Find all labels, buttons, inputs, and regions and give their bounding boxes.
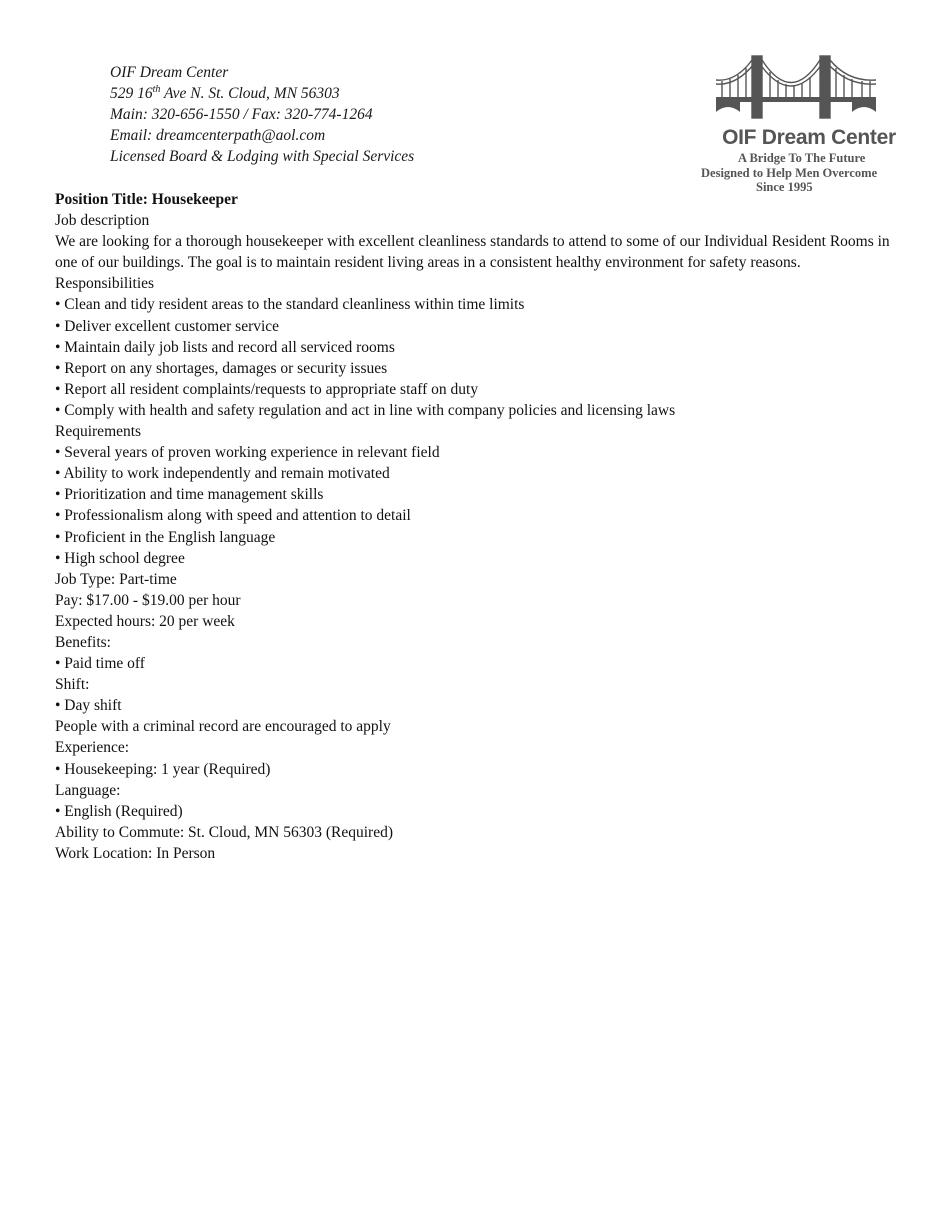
- org-contact-block: [110, 62, 414, 167]
- responsibility-item: • Comply with health and safety regulation and act in line with company policies and licensing laws: [55, 401, 676, 419]
- requirement-item: • Ability to work independently and remain motivated: [55, 465, 390, 483]
- criminal-record-note: People with a criminal record are encouraged to apply: [55, 718, 391, 736]
- requirement-item: • Proficient in the English language: [55, 528, 276, 546]
- requirement-item: • Several years of proven working experience in relevant field: [55, 444, 440, 462]
- job-posting: [55, 189, 915, 864]
- commute: Ability to Commute: St. Cloud, MN 56303 (Required): [55, 823, 393, 841]
- org-license: Licensed Board & Lodging with Special Services: [110, 148, 415, 165]
- shift-heading: Shift:: [55, 676, 90, 694]
- job-type: Job Type: Part-time: [55, 570, 177, 588]
- responsibility-item: • Clean and tidy resident areas to the standard cleanliness within time limits: [55, 296, 525, 314]
- experience-item: • Housekeeping: 1 year (Required): [55, 760, 271, 778]
- logo-tagline: A Bridge To The Future: [738, 151, 866, 165]
- benefits-item: • Paid time off: [55, 655, 145, 673]
- language-item: • English (Required): [55, 802, 183, 820]
- responsibility-item: • Report all resident complaints/requests to appropriate staff on duty: [55, 380, 479, 398]
- requirements-heading: Requirements: [55, 423, 142, 441]
- org-logo: [698, 50, 918, 200]
- org-name: OIF Dream Center: [110, 64, 229, 81]
- org-address: 529 16th Ave N. St. Cloud, MN 56303: [110, 84, 340, 102]
- requirement-item: • Prioritization and time management skills: [55, 486, 324, 504]
- logo-since: Since 1995: [756, 180, 813, 194]
- responsibilities-heading: Responsibilities: [55, 275, 155, 293]
- responsibility-item: • Report on any shortages, damages or security issues: [55, 359, 388, 377]
- org-phone: Main: 320-656-1550 / Fax: 320-774-1264: [110, 106, 373, 123]
- logo-mission: Designed to Help Men Overcome: [701, 166, 878, 180]
- expected-hours: Expected hours: 20 per week: [55, 612, 235, 630]
- work-location: Work Location: In Person: [55, 844, 216, 862]
- job-description-text: We are looking for a thorough housekeeper with excellent cleanliness standards to attend to some of our Individual Resident Rooms in one of our buildings. The goal is to maintain resident living areas in a consistent healthy environment for safety reasons.: [55, 233, 890, 272]
- requirement-item: • High school degree: [55, 549, 185, 567]
- shift-item: • Day shift: [55, 697, 122, 715]
- requirement-item: • Professionalism along with speed and attention to detail: [55, 507, 411, 525]
- benefits-heading: Benefits:: [55, 633, 111, 651]
- language-heading: Language:: [55, 781, 121, 799]
- pay: Pay: $17.00 - $19.00 per hour: [55, 591, 241, 609]
- experience-heading: Experience:: [55, 739, 130, 757]
- position-title: Position Title: Housekeeper: [55, 191, 238, 208]
- bridge-icon: [716, 50, 876, 126]
- logo-title: OIF Dream Center: [722, 126, 896, 149]
- responsibility-item: • Deliver excellent customer service: [55, 317, 280, 335]
- job-description-heading: Job description: [55, 212, 150, 230]
- org-email: Email: dreamcenterpath@aol.com: [110, 127, 326, 144]
- responsibility-item: • Maintain daily job lists and record all serviced rooms: [55, 338, 395, 356]
